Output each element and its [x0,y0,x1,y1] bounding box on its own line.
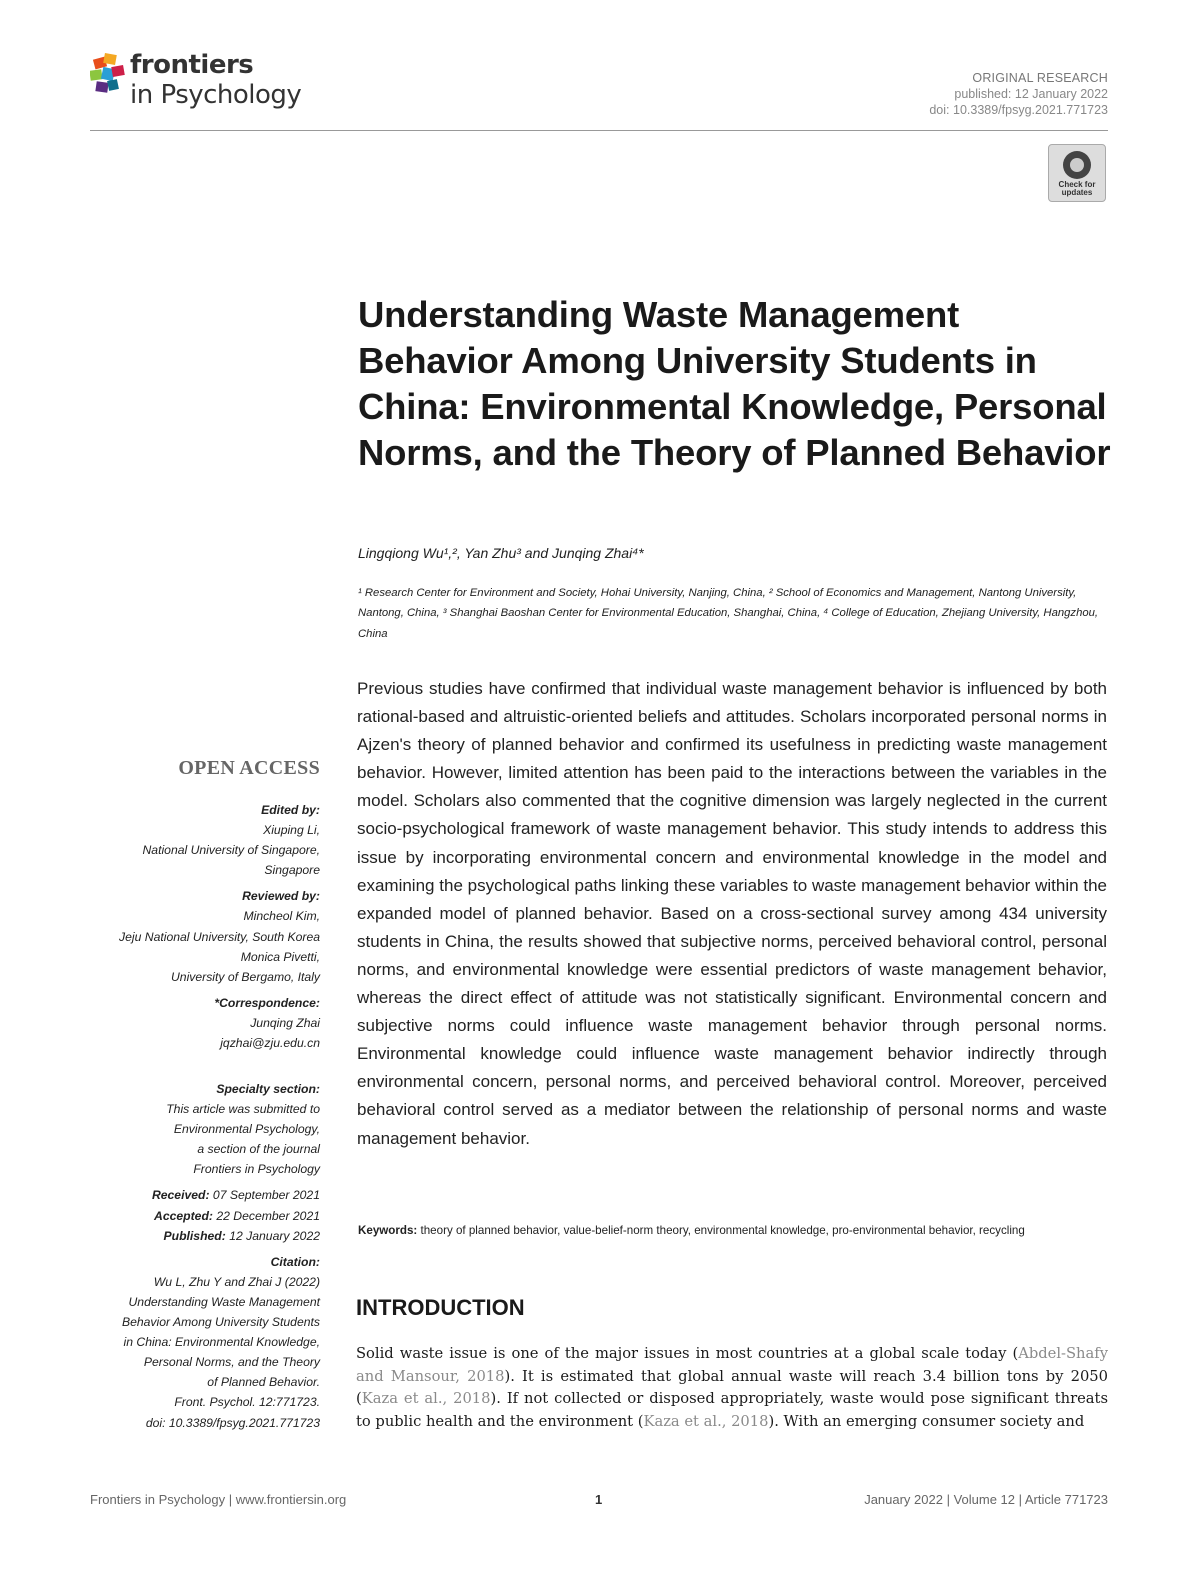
reviewed-by [119,886,320,986]
edited-line: Singapore [264,863,320,878]
correspondence-email[interactable]: jqzhai@zju.edu.cn [220,1036,320,1051]
published-label: Published: [163,1228,226,1243]
citation-line: Wu L, Zhu Y and Zhai J (2022) [153,1274,320,1289]
citation-line: Behavior Among University Students [121,1315,320,1330]
crossmark-icon [1063,151,1091,179]
reviewer-line: Jeju National University, South Korea [119,929,320,944]
intro-text: ). It is estimated that global annual waste will reach 3.4 billion tons by 2050 ( [356,1367,1108,1408]
citation-link[interactable]: Kaza et al., 2018 [643,1412,769,1430]
page-number: 1 [595,1492,603,1507]
correspondence-label: *Correspondence: [214,995,320,1010]
reviewed-by-label: Reviewed by: [242,889,320,904]
correspondence [119,993,320,1053]
intro-text: Solid waste issue is one of the major issues in most countries at a global scale today ( [356,1345,1019,1362]
keywords [358,1222,1108,1239]
specialty-line: This article was submitted to [166,1102,320,1117]
citation-line: Front. Psychol. 12:771723. [174,1395,320,1410]
published-date-sidebar [122,1226,320,1246]
citation-line: of Planned Behavior. [207,1375,320,1390]
specialty-section [122,1079,320,1179]
article-type: ORIGINAL RESEARCH [972,71,1108,85]
keywords-text: theory of planned behavior, value-belief-norm theory, environmental knowledge, pro-environmental behavior, recycling [420,1224,1025,1237]
edited-by [119,800,320,880]
specialty-line: Environmental Psychology, [173,1122,320,1137]
citation-label: Citation: [270,1254,320,1269]
affiliations: ¹ Research Center for Environment and Society, Hohai University, Nanjing, China, ² School of Economics and Management, Nantong University, Nantong, China, ³ Shanghai Baoshan Center for Environmental Education, Shanghai, China, ⁴ College of Education, Zhejiang University, Hangzhou, China [358,587,1099,640]
edited-by-label: Edited by: [261,803,320,817]
logo-journal-text: in Psychology [130,80,302,110]
citation-line: Personal Norms, and the Theory [143,1355,320,1370]
citation-doi[interactable]: doi: 10.3389/fpsyg.2021.771723 [145,1415,320,1430]
received-label: Received: [151,1188,210,1203]
author-list: Lingqiong Wu¹,², Yan Zhu³ and Junqing Zhai⁴* [358,545,644,561]
frontiers-logo-icon [90,52,128,98]
sidebar-editorial [119,800,320,1059]
citation [122,1252,320,1433]
published-date: published: 12 January 2022 [954,87,1108,101]
section-heading-introduction: INTRODUCTION [356,1295,525,1320]
specialty-line: a section of the journal [197,1142,320,1157]
article-title: Understanding Waste Management Behavior Among University Students in China: Environmental Knowledge, Personal Norms, and the Theory of Planned Behavior [358,294,1111,473]
reviewer-line: Monica Pivetti, [240,949,320,964]
accepted-value: 22 December 2021 [212,1208,320,1223]
citation-line: in China: Environmental Knowledge, [123,1335,320,1350]
doi-link[interactable]: doi: 10.3389/fpsyg.2021.771723 [929,103,1108,117]
citation-link[interactable]: Abdel-Shafy and Mansour, 2018 [356,1345,1108,1385]
journal-logo [90,48,320,128]
footer-issue-info: January 2022 | Volume 12 | Article 771723 [864,1492,1108,1507]
sidebar-specialty [122,1079,320,1439]
article-meta [929,70,1108,118]
footer-journal-link[interactable]: Frontiers in Psychology | www.frontiersin.org [90,1492,347,1507]
specialty-line: Frontiers in Psychology [193,1162,320,1177]
dates [122,1185,320,1245]
reviewer-line: Mincheol Kim, [243,909,320,924]
citation-line: Understanding Waste Management [128,1294,320,1309]
received-date [122,1185,320,1205]
specialty-label: Specialty section: [216,1082,320,1096]
intro-text: ). With an emerging consumer society and [768,1412,1085,1430]
accepted-label: Accepted: [154,1208,213,1223]
logo-frontiers-text: frontiers [130,50,254,80]
correspondence-name: Junqing Zhai [250,1015,320,1030]
introduction-paragraph [356,1343,1108,1433]
header-divider [90,130,1108,131]
open-access-label: OPEN ACCESS [178,757,320,779]
reviewer-line: University of Bergamo, Italy [170,969,320,984]
check-for-updates-badge[interactable] [1048,144,1106,202]
received-value: 07 September 2021 [209,1188,320,1203]
intro-text: ). If not collected or disposed appropriately, waste would pose significant threats to public health and the environment ( [356,1390,1108,1430]
edited-line: National University of Singapore, [142,843,320,858]
citation-link[interactable]: Kaza et al., 2018 [361,1390,491,1408]
keywords-label: Keywords: [358,1224,418,1237]
published-value: 12 January 2022 [225,1228,320,1243]
edited-line: Xiuping Li, [263,823,320,838]
abstract: Previous studies have confirmed that individual waste management behavior is influenced by both rational-based and altruistic-oriented beliefs and attitudes. Scholars incorporated personal norms in Ajzen's theory of planned behavior and confirmed its usefulness in predicting waste management behavior. However, limited attention has been paid to the interactions between the variables in the model. Scholars also commented that the cognitive dimension was largely neglected in the current socio-psychological framework of waste management behavior. This study intends to address this issue by incorporating environmental concern and environmental knowledge in the model and examining the psychological paths linking these variables to waste management behavior within the expanded model of planned behavior. Based on a cross-sectional survey among 434 university students in China, the results showed that subjective norms, perceived behavioral control, personal norms, and environmental knowledge were essential predictors of waste management behavior, whereas the direct effect of attitude was not statistically significant. Environmental concern and subjective norms could influence waste management behavior through personal norms. Environmental knowledge could influence waste management behavior indirectly through environmental concern, personal norms, and perceived behavioral control. Moreover, perceived behavioral control served as a mediator between the relationship of personal norms and waste management behavior. [357,679,1107,1148]
check-updates-label: Check for updates [1058,180,1096,197]
accepted-date [122,1206,320,1226]
